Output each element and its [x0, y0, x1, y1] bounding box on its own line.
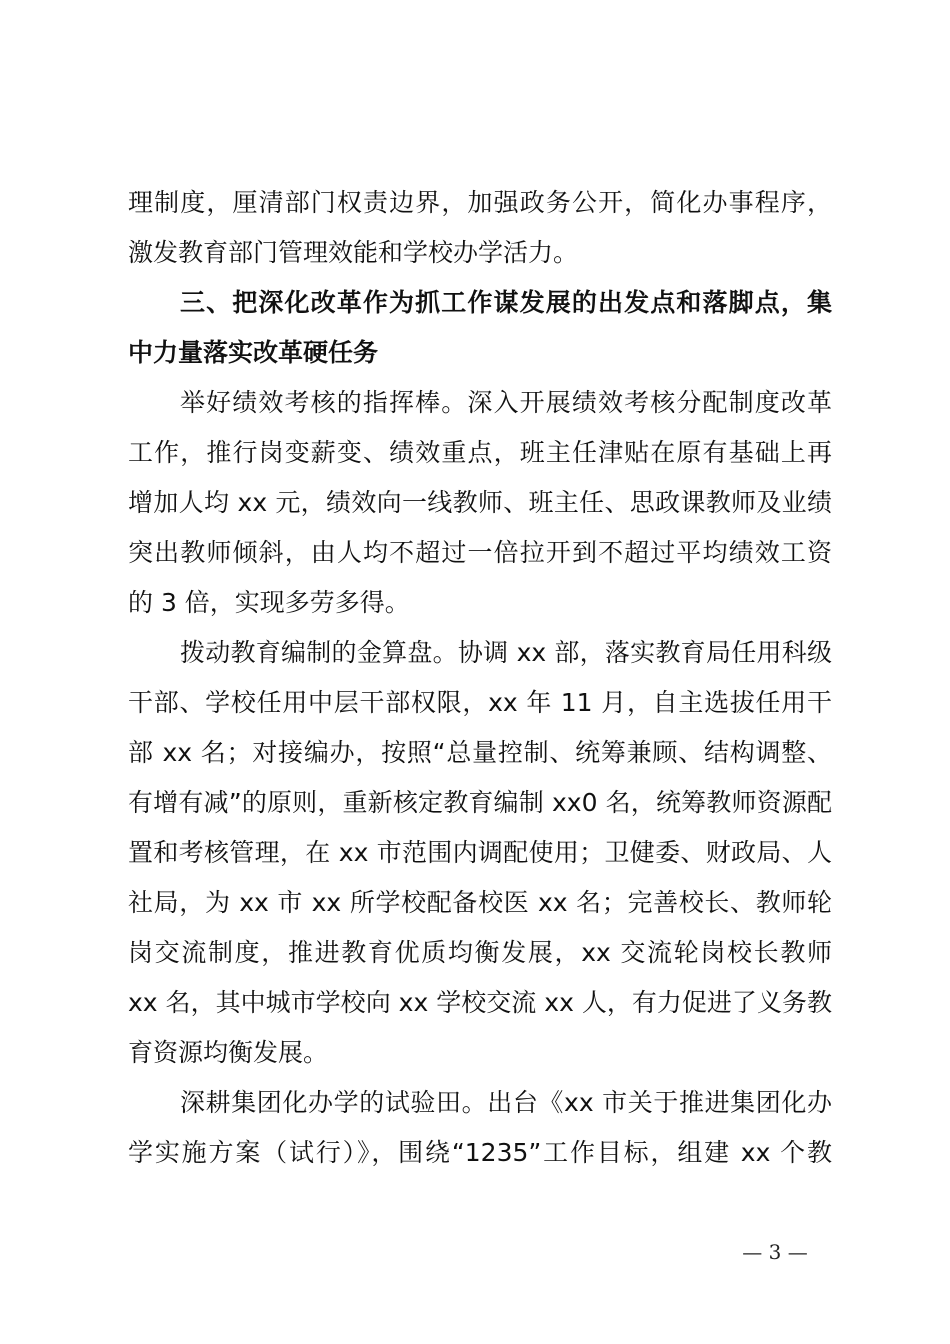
paragraph-line: 干部、学校任用中层干部权限，xx 年 11 月，自主选拔任用干: [128, 688, 832, 717]
paragraph-line: 举好绩效考核的指挥棒。深入开展绩效考核分配制度改革: [180, 388, 832, 417]
paragraph-line: 理制度，厘清部门权责边界，加强政务公开，简化办事程序，: [128, 188, 832, 217]
paragraph-line: 激发教育部门管理效能和学校办学活力。: [128, 238, 579, 267]
section-heading-line: 中力量落实改革硬任务: [128, 338, 379, 367]
paragraph-line: 育资源均衡发展。: [128, 1038, 329, 1067]
paragraph-line: 突出教师倾斜，由人均不超过一倍拉开到不超过平均绩效工资: [128, 538, 832, 567]
paragraph-line: 部 xx 名；对接编办，按照“总量控制、统筹兼顾、结构调整、: [128, 738, 832, 767]
paragraph-line: 社局，为 xx 市 xx 所学校配备校医 xx 名；完善校长、教师轮: [128, 888, 832, 917]
paragraph-line: 有增有减”的原则，重新核定教育编制 xx0 名，统筹教师资源配: [128, 788, 832, 817]
paragraph-line: 深耕集团化办学的试验田。出台《xx 市关于推进集团化办: [180, 1088, 832, 1117]
paragraph-line: 学实施方案（试行）》，围绕“1235”工作目标，组建 xx 个教: [128, 1138, 832, 1167]
paragraph-line: 拨动教育编制的金算盘。协调 xx 部，落实教育局任用科级: [180, 638, 832, 667]
paragraph-line: xx 名，其中城市学校向 xx 学校交流 xx 人，有力促进了义务教: [128, 988, 832, 1017]
body-text: [128, 178, 832, 1178]
paragraph-line: 置和考核管理，在 xx 市范围内调配使用；卫健委、财政局、人: [128, 838, 832, 867]
page-number: — 3 —: [742, 1240, 808, 1264]
paragraph-line: 的 3 倍，实现多劳多得。: [128, 588, 410, 617]
paragraph-line: 岗交流制度，推进教育优质均衡发展，xx 交流轮岗校长教师: [128, 938, 832, 967]
section-heading-line: 三、把深化改革作为抓工作谋发展的出发点和落脚点，集: [180, 288, 832, 317]
paragraph-line: 增加人均 xx 元，绩效向一线教师、班主任、思政课教师及业绩: [128, 488, 832, 517]
paragraph-line: 工作，推行岗变薪变、绩效重点，班主任津贴在原有基础上再: [128, 438, 832, 467]
